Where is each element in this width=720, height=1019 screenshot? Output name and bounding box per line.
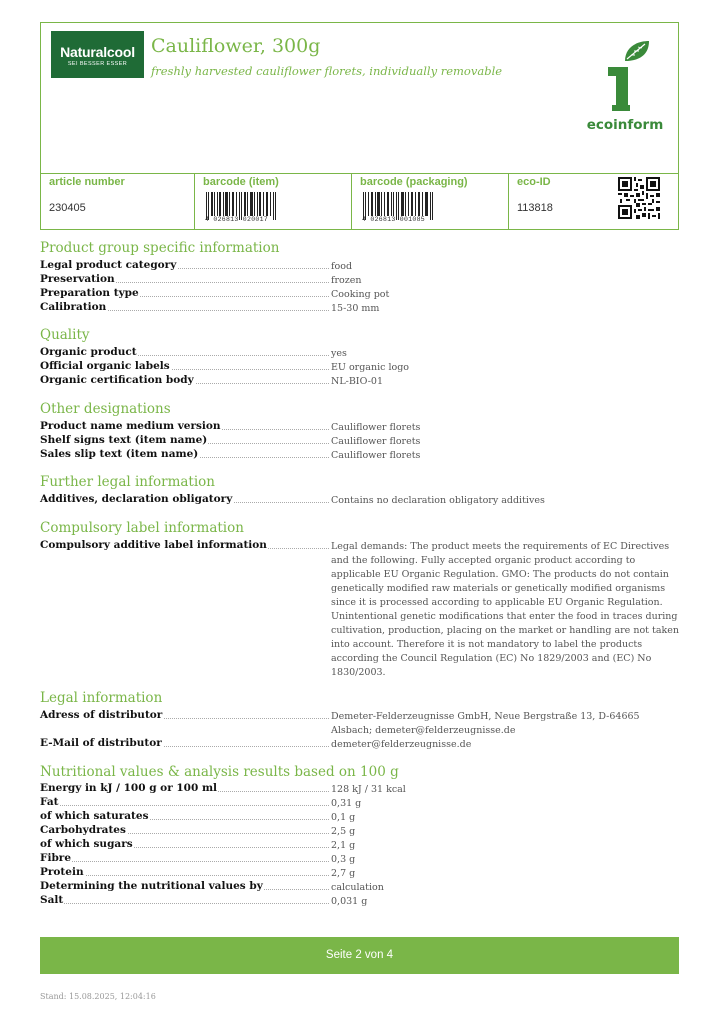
row-key: Preservation — [40, 273, 115, 285]
article-number-cell — [41, 174, 195, 230]
row-key: Organic certification body — [40, 374, 194, 386]
product-title: Cauliflower, 300g — [151, 35, 321, 57]
row-key: Product name medium version — [40, 420, 221, 432]
product-subtitle: freshly harvested cauliflower florets, individually removable — [151, 64, 503, 78]
barcode-item-cell — [195, 174, 352, 230]
dot-leader — [40, 903, 329, 904]
eco-id-value: 113818 — [517, 202, 553, 214]
section-title-legal: Legal information — [40, 690, 163, 706]
brand-tag: SEI BESSER ESSER — [67, 61, 128, 67]
row-key: Additives, declaration obligatory — [40, 493, 233, 505]
row-value: 2,5 g — [331, 826, 356, 837]
row-value: 2,7 g — [331, 868, 356, 879]
row-value: 0,1 g — [331, 812, 356, 823]
nutrition-row — [40, 838, 680, 852]
info-row — [40, 737, 680, 751]
row-value: Cauliflower florets — [331, 436, 421, 447]
naturalcool-logo — [51, 31, 144, 78]
row-key: of which saturates — [40, 810, 149, 822]
qr-code-icon — [618, 177, 660, 219]
row-key: Protein — [40, 866, 84, 878]
info-row — [40, 301, 680, 315]
dot-leader — [40, 805, 329, 806]
section-title-other-designations: Other designations — [40, 401, 171, 417]
info-row — [40, 346, 680, 360]
row-value: 15-30 mm — [331, 303, 380, 314]
section-title-product-group: Product group specific information — [40, 240, 280, 256]
info-row — [40, 360, 680, 374]
nutrition-row — [40, 880, 680, 894]
nutrition-row — [40, 810, 680, 824]
barcode-packaging-digits: 4 026813 001085 — [362, 216, 426, 223]
row-value: 2,1 g — [331, 840, 356, 851]
section-title-compulsory-label: Compulsory label information — [40, 520, 244, 536]
row-value: 128 kJ / 31 kcal — [331, 784, 406, 795]
row-key: Carbohydrates — [40, 824, 126, 836]
section-title-nutrition: Nutritional values & analysis results based on 100 g — [40, 764, 399, 780]
info-row — [40, 420, 680, 434]
row-key: Organic product — [40, 346, 137, 358]
info-row — [40, 273, 680, 287]
code-row — [41, 173, 678, 229]
row-key: Calibration — [40, 301, 107, 313]
row-value: yes — [331, 348, 347, 359]
row-key: Legal product category — [40, 259, 177, 271]
row-value: 0,031 g — [331, 896, 368, 907]
row-key: Sales slip text (item name) — [40, 448, 199, 460]
ecoinform-leaf-icon — [579, 39, 671, 117]
info-row — [40, 709, 680, 737]
row-key: Energy in kJ / 100 g or 100 ml — [40, 782, 218, 794]
row-key: Determining the nutritional values by — [40, 880, 263, 892]
nutrition-row — [40, 866, 680, 880]
row-key: Official organic labels — [40, 360, 170, 372]
row-value: Legal demands: The product meets the requirements of EC Directives and the following. Fully accepted organic product according to applicable EU Organic Regulation. GMO: The products do not contain genetically modified raw materials or genetically modified organisms since it is processed according to applicable EU Organic Regulation. Unintentional genetic modifications that enter the food in traces during cultivation, production, placing on the market or handling are not taken into account. Therefore it is not mandatory to label the products according the Council Regulation (EC) No 1829/2003 and (EC) No 1830/2003. — [331, 541, 679, 678]
row-key: Compulsory additive label information — [40, 539, 267, 551]
barcode-item-digits: 4 026813 020017 — [205, 216, 269, 223]
product-header — [40, 22, 679, 230]
row-value: 0,31 g — [331, 798, 362, 809]
row-key: Shelf signs text (item name) — [40, 434, 208, 446]
nutrition-row — [40, 894, 680, 908]
info-row — [40, 287, 680, 301]
row-value: demeter@felderzeugnisse.de — [331, 739, 472, 750]
row-value: Cooking pot — [331, 289, 390, 300]
barcode-packaging-cell — [352, 174, 509, 230]
section-title-further-legal: Further legal information — [40, 474, 215, 490]
row-value: frozen — [331, 275, 362, 286]
ecoinform-logo — [579, 39, 671, 139]
row-value: Contains no declaration obligatory additives — [331, 495, 545, 506]
row-value: calculation — [331, 882, 384, 893]
dot-leader — [40, 861, 329, 862]
row-key: Fibre — [40, 852, 71, 864]
article-number-value: 230405 — [49, 202, 86, 214]
brand-name: Naturalcool — [60, 44, 135, 60]
nutrition-row — [40, 796, 680, 810]
row-key: of which sugars — [40, 838, 133, 850]
article-number-label: article number — [49, 176, 125, 188]
info-row — [40, 448, 680, 462]
nutrition-row — [40, 852, 680, 866]
stand-timestamp: Stand: 15.08.2025, 12:04:16 — [40, 992, 156, 1001]
row-key: Salt — [40, 894, 64, 906]
info-row — [40, 374, 680, 388]
header-top — [41, 23, 678, 173]
page-number-bar: Seite 2 von 4 — [40, 937, 679, 974]
row-value: Cauliflower florets — [331, 450, 421, 461]
row-value: NL-BIO-01 — [331, 376, 383, 387]
row-key: E-Mail of distributor — [40, 737, 162, 749]
row-value: Cauliflower florets — [331, 422, 421, 433]
barcode-item-label: barcode (item) — [203, 176, 279, 188]
info-row — [40, 259, 680, 273]
nutrition-row — [40, 824, 680, 838]
row-key: Fat — [40, 796, 59, 808]
info-row — [40, 434, 680, 448]
nutrition-row — [40, 782, 680, 796]
eco-id-label: eco-ID — [517, 176, 551, 188]
row-key: Preparation type — [40, 287, 139, 299]
row-value: EU organic logo — [331, 362, 410, 373]
info-row — [40, 493, 680, 507]
row-key: Adress of distributor — [40, 709, 163, 721]
row-value: 0,3 g — [331, 854, 356, 865]
info-row — [40, 539, 680, 679]
barcode-packaging-label: barcode (packaging) — [360, 176, 468, 188]
row-value: Demeter-Felderzeugnisse GmbH, Neue Bergstraße 13, D-64665 Alsbach; demeter@felderzeugnisse.de — [331, 711, 640, 736]
section-title-quality: Quality — [40, 327, 90, 343]
ecoinform-text: ecoinform — [586, 117, 664, 133]
row-value: food — [331, 261, 353, 272]
